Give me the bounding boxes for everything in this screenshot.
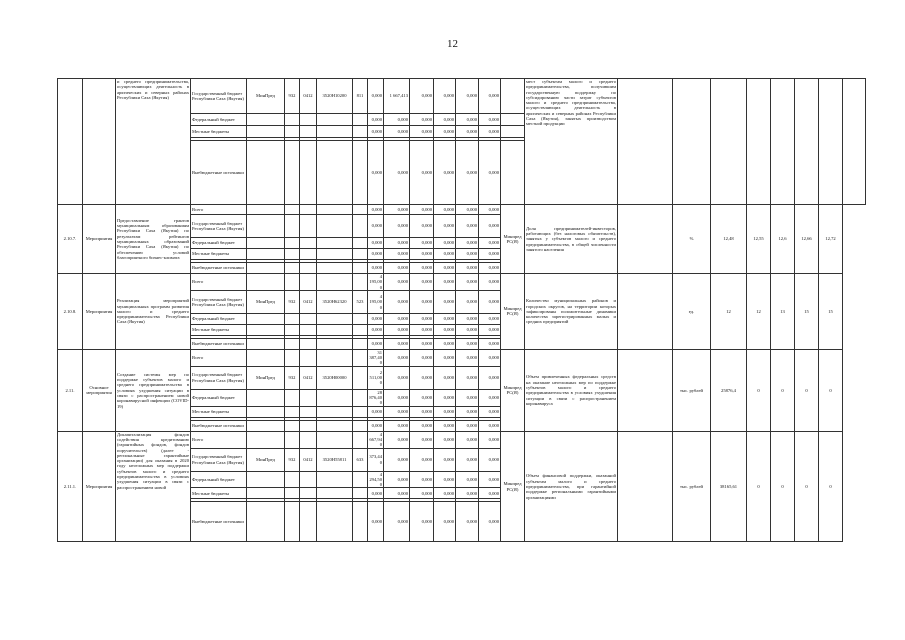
goal-cell: Объем финансовой поддержки, оказанной субъектам малого и среднего предпринимательства, при гарантийной поддержке региональными гарантийными организациями [525, 431, 618, 542]
responsible-cell: Минпред РС(Я) [501, 274, 525, 350]
responsible-cell: Минпред РС(Я) [501, 431, 525, 542]
description-cell: Создание системы мер по поддержке субъектов малого и среднего предпринимательства в условиях ухудшения ситуации в связи с распространением новой коронавирусной инфекции (COVID-19) [116, 349, 191, 431]
description-cell: Докапитализация фондов содействия кредитованию (гарантийных фондов, фондов поручительств) (далее - региональные гарантийные организации) для оказания в 2020 году неотложных мер поддержки субъектов малого и среднего предпринимательства в условиях ухудшения ситуации в связи с распространением новой [116, 431, 191, 542]
table-row: 2.11. Основное мероприятия Создание системы мер по поддержке субъектов малого и среднего предпринимательства в условиях ухудшения ситуации в связи с распространением новой коронавирусной инфекции (COVID-19) Всего 31 387,400 0,000 0,000 0,000 0,000 0,000 Минпред РС(Я) Объем привлеченных федеральных средств на оказание неотложных мер по поддержке субъектов малого и среднего предпринимательства в условиях ухудшения ситуации в связи с распространением коронавируса тыс. рублей 25876,4 0 0 0 0 [58, 349, 866, 366]
row-type: Мероприятия [83, 274, 116, 350]
row-number: 2.11.1. [58, 431, 83, 542]
goal-cell: Доля предпринимателей-инвесторов, работающих (без налоговых обязательств), занятых у субъектов малого и среднего предпринимательства, в общей численности занятого населения [525, 205, 618, 274]
unit-cell: тыс. рублей [673, 349, 711, 431]
unit-cell: тыс. рублей [673, 431, 711, 542]
goal-cell: мест субъектам малого и среднего предпринимательства, получившим государственную поддержку по субсидированию части затрат субъектов малого и среднего предпринимательства, осуществляющих деятельность в арктических и северных районах Республики Саха (Якутия), занятых производством местной продукции [525, 79, 618, 205]
row-type: Мероприятия [83, 431, 116, 542]
program-table: и среднего предпринимательства, осуществляющих деятельность в арктических и северных районах Республики Саха (Якутия) Государственный бюджет Республики Саха (Якутия) МинПред 932 0412 3520Н10200 811 0,000 1 667,413 0,000 0,000 0,000 0,000 мест субъектам малого и среднего предпринимательства, получившим государственную поддержку по субсидированию части затрат субъектов малого и среднего предпринимательства, осуществляющих деятельность в арктических и северных районах Республики Саха (Якутия), занятых производством местной продукции Федеральный бюджет 0,000 0,000 0,000 0,000 0,000 0,000 Местные бюджеты 0,000 0,000 0,000 0,000 0,000 0,000 Внебюджетные источники 0,000 0,000 0,000 0,000 0,000 0,000 2.10.7. Мероприятия Предоставление грантов муниципальным образованиям Республики Саха (Якутия) по результатам рейтингов муниципальных образований Республики Саха (Якутия) по обеспечению условий благоприятного бизнес-климата Всего 0,000 0,000 0,000 0,000 0,000 0,000 Минпред РС(Я) Доля предпринимателей-инвесторов, работающих (без налоговых обязательств), занятых у субъектов малого и среднего предпринимательства, в общей численности занятого населения % 12,48 12,55 12,6 12,66 12,72 Государственный бюджет Республики Саха (Якутия) 0,000 0,000 0,000 0,000 0,000 0,000 Федеральный бюджет 0,000 0,000 0,000 0,000 0,000 0,000 Местные бюджеты 0,000 0,000 0,000 0,000 0,000 0,000 Внебюджетные источники 0,000 0,000 0,000 0,000 0,000 0,000 2.10.8. Мероприятия Реализация мероприятий муниципальных программ развития малого и среднего предпринимательства Республики Саха (Якутия) Всего 4 195,000 0,000 0,000 0,000 0,000 0,000 Минпред РС(Я) Количество муниципальных районов и городских округов, на территории которых зафиксированы положительные динамики количества зарегистрированных малых и средних предприятий ед. 12 12 13 15 15 Государственный бюджет Республики Саха (Якутия) МинПред 932 0412 3520Н62320 523 4 195,000 0,000 0,000 0,000 0,000 0,000 Федеральный бюджет 0,000 0,000 0,000 0,000 0,000 0,000 Местные бюджеты 0,000 0,000 0,000 0,000 0,000 0,000 Внебюджетные источники 0,000 0,000 0,000 0,000 0,000 0,000 2.11. Основное мероприятия Создание системы мер по поддержке субъектов малого и среднего предпринимательства в условиях ухудшения ситуации в связи с распространением новой коронавирусной инфекции (COVID-19) Всего 31 387,400 0,000 0,000 0,000 0,000 0,000 Минпред РС(Я) Объем привлеченных федеральных средств на оказание неотложных мер по поддержке субъектов малого и среднего предпринимательства в условиях ухудшения ситуации в связи с распространением коронавируса тыс. рублей 25876,4 0 0 0 0 Государственный бюджет Республики Саха (Якутия) МинПред 932 0412 3520Н00000 2 511,000 0,000 0,000 0,000 0,000 0,000 Федеральный бюджет 28 876,400 0,000 0,000 0,000 0,000 0,000 Местные бюджеты 0,000 0,000 0,000 0,000 0,000 0,000 Внебюджетные источники 0,000 0,000 0,000 0,000 0,000 0,000 2.11.1. Мероприятия Докапитализация фондов содействия кредитованию (гарантийных фондов, фондов поручительств) (далее - региональные гарантийные организации) для оказания в 2020 году неотложных мер поддержки субъектов малого и среднего предпринимательства в условиях ухудшения ситуации в связи с распространением новой Всего 4 667,940 0,000 0,000 0,000 0,000 0,000 Минпред РС(Я) Объем финансовой поддержки, оказанной субъектам малого и среднего предпринимательства, при гарантийной поддержке региональными гарантийными организациями тыс. рублей 38165,61 0 0 0 0 Государственный бюджет Республики Саха (Якутия) МинПред 932 0412 3520Н55811 633 373,440 0,000 0,000 0,000 0,000 0,000 Федеральный бюджет 4 294,500 0,000 0,000 0,000 0,000 0,000 Местные бюджеты 0,000 0,000 0,000 0,000 0,000 0,000 Внебюджетные источники 0,000 0,000 0,000 0,000 0,000 0,000 [57, 78, 866, 542]
responsible-cell: Минпред РС(Я) [501, 205, 525, 274]
description-cell: Предоставление грантов муниципальным образованиям Республики Саха (Якутия) по результатам рейтингов муниципальных образований Республики Саха (Якутия) по обеспечению условий благоприятного бизнес-климата [116, 205, 191, 274]
description-cell: и среднего предпринимательства, осуществляющих деятельность в арктических и северных районах Республики Саха (Якутия) [116, 79, 191, 205]
unit-cell: % [673, 205, 711, 274]
table-row: 2.10.8. Мероприятия Реализация мероприятий муниципальных программ развития малого и среднего предпринимательства Республики Саха (Якутия) Всего 4 195,000 0,000 0,000 0,000 0,000 0,000 Минпред РС(Я) Количество муниципальных районов и городских округов, на территории которых зафиксированы положительные динамики количества зарегистрированных малых и средних предприятий ед. 12 12 13 15 15 [58, 274, 866, 291]
table-row: 2.11.1. Мероприятия Докапитализация фондов содействия кредитованию (гарантийных фондов, фондов поручительств) (далее - региональные гарантийные организации) для оказания в 2020 году неотложных мер поддержки субъектов малого и среднего предпринимательства в условиях ухудшения ситуации в связи с распространением новой Всего 4 667,940 0,000 0,000 0,000 0,000 0,000 Минпред РС(Я) Объем финансовой поддержки, оказанной субъектам малого и среднего предпринимательства, при гарантийной поддержке региональными гарантийными организациями тыс. рублей 38165,61 0 0 0 0 [58, 431, 866, 448]
page-number: 12 [447, 38, 458, 50]
goal-cell: Объем привлеченных федеральных средств на оказание неотложных мер по поддержке субъектов малого и среднего предпринимательства в условиях ухудшения ситуации в связи с распространением коронавируса [525, 349, 618, 431]
goal-cell: Количество муниципальных районов и городских округов, на территории которых зафиксированы положительные динамики количества зарегистрированных малых и средних предприятий [525, 274, 618, 350]
description-cell: Реализация мероприятий муниципальных программ развития малого и среднего предпринимательства Республики Саха (Якутия) [116, 274, 191, 350]
row-type: Мероприятия [83, 205, 116, 274]
responsible-cell: Минпред РС(Я) [501, 349, 525, 431]
row-number: 2.11. [58, 349, 83, 431]
table-row: 2.10.7. Мероприятия Предоставление грантов муниципальным образованиям Республики Саха (Якутия) по результатам рейтингов муниципальных образований Республики Саха (Якутия) по обеспечению условий благоприятного бизнес-климата Всего 0,000 0,000 0,000 0,000 0,000 0,000 Минпред РС(Я) Доля предпринимателей-инвесторов, работающих (без налоговых обязательств), занятых у субъектов малого и среднего предпринимательства, в общей численности занятого населения % 12,48 12,55 12,6 12,66 12,72 [58, 205, 866, 215]
unit-cell: ед. [673, 274, 711, 350]
row-number: 2.10.7. [58, 205, 83, 274]
row-number: 2.10.8. [58, 274, 83, 350]
row-type: Основное мероприятия [83, 349, 116, 431]
table-row: и среднего предпринимательства, осуществляющих деятельность в арктических и северных районах Республики Саха (Якутия) Государственный бюджет Республики Саха (Якутия) МинПред 932 0412 3520Н10200 811 0,000 1 667,413 0,000 0,000 0,000 0,000 мест субъектам малого и среднего предпринимательства, получившим государственную поддержку по субсидированию части затрат субъектов малого и среднего предпринимательства, осуществляющих деятельность в арктических и северных районах Республики Саха (Якутия), занятых производством местной продукции [58, 79, 866, 114]
